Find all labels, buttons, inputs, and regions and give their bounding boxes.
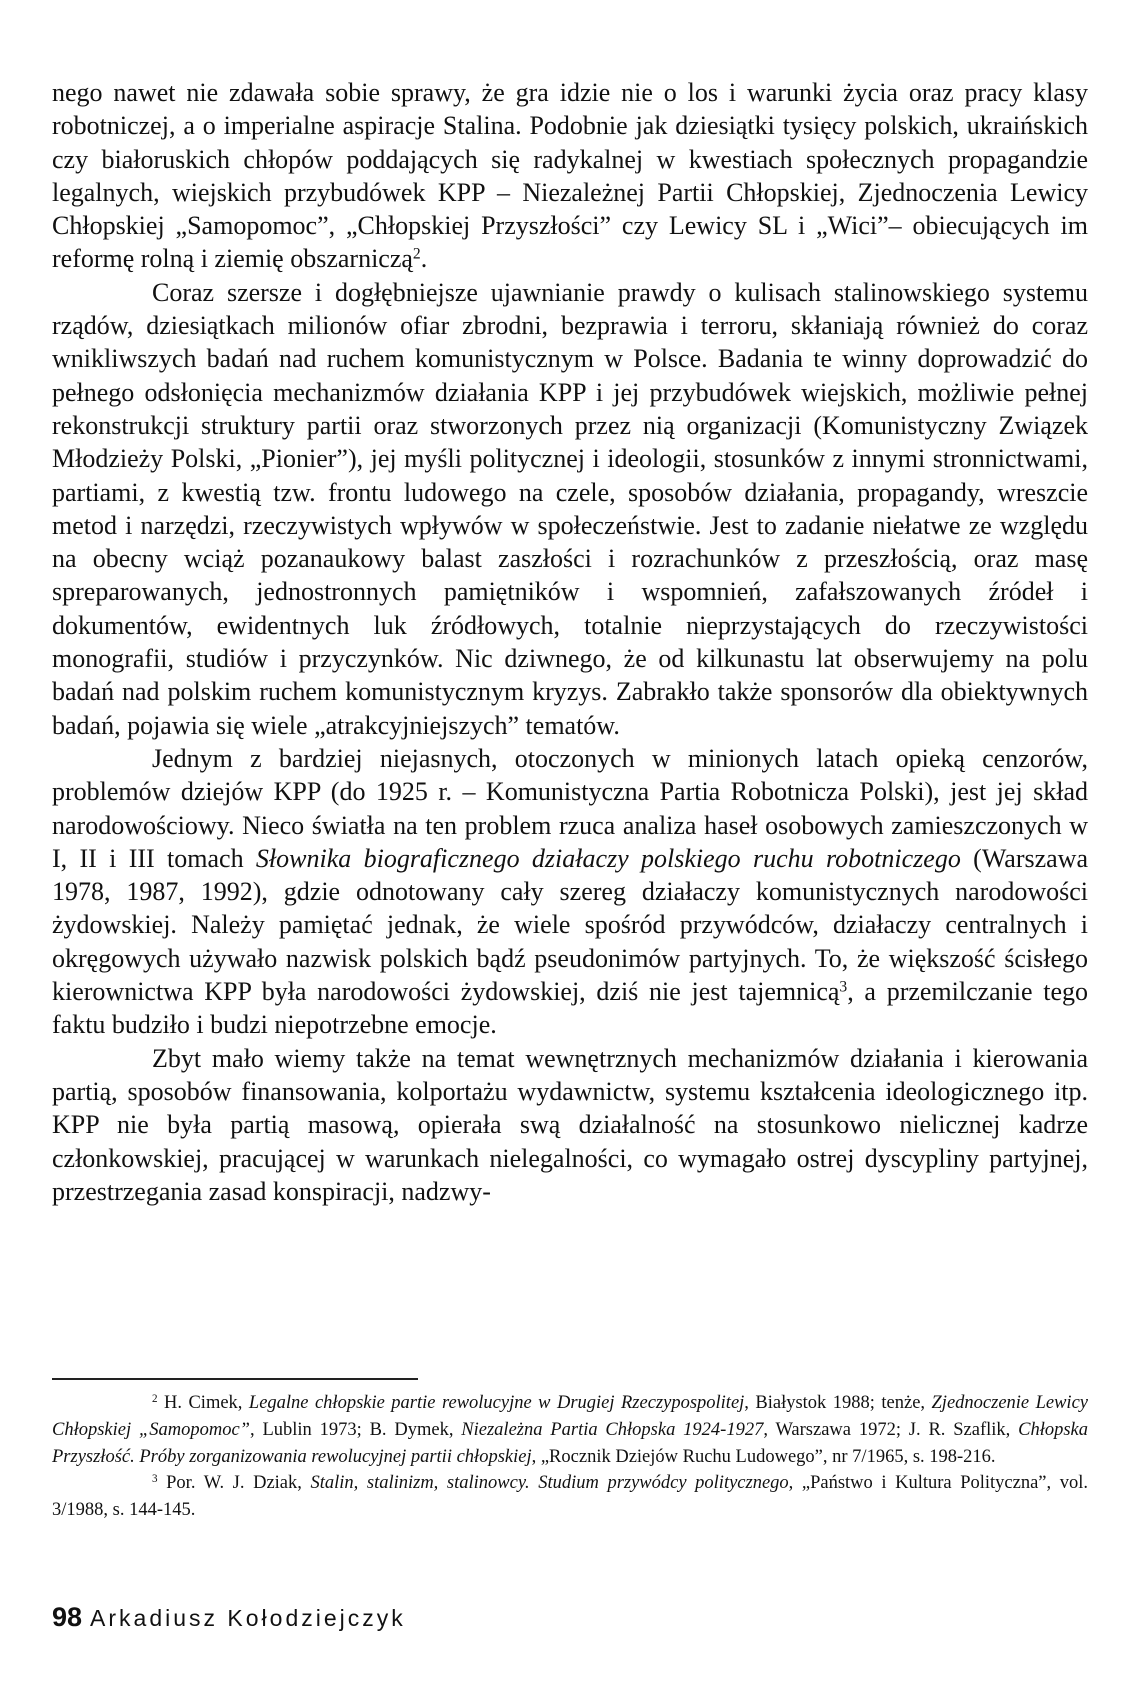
page-number: 98 — [52, 1602, 83, 1632]
paragraph-1-end: . — [420, 244, 428, 274]
paragraph-2: Coraz szersze i dogłębniejsze ujawnianie prawdy o kulisach stalinowskiego systemu rządów, dziesiątkach milionów ofiar zbrodni, bezprawia i terroru, skłaniają również do coraz wnikliwszych badań nad ruchem komunistycznym w Polsce. Badania te winny doprowadzić do pełnego odsłonięcia mechanizmów działania KPP i jej przybudówek wiejskich, możliwie pełnej rekonstrukcji struktury partii oraz stworzonych przez nią organizacji (Komunistyczny Związek Młodzieży Polski, „Pionier”), jej myśli politycznej i ideologii, stosunków z innymi stronnictwami, partiami, z kwestią tzw. frontu ludowego na czele, sposobów działania, propagandy, wreszcie metod i narzędzi, rzeczywistych wpływów w społeczeństwie. Jest to zadanie niełatwe ze względu na obecny wciąż pozanaukowy balast zaszłości i rozrachunków z przeszłością, oraz masę spreparowanych, jednostronnych pamiętników i wspomnień, zafałszowanych źródeł i dokumentów, ewidentnych luk źródłowych, totalnie nieprzystających do rzeczywistości monografii, studiów i przyczynków. Nic dziwnego, że od kilkunastu lat obserwujemy na polu badań nad polskim ruchem komunistycznym kryzys. Zabrakło także sponsorów dla obiektywnych badań, pojawia się wiele „atrakcyjniejszych” tematów. — [52, 277, 1088, 740]
footnote-2 — [52, 1390, 1088, 1470]
paragraph-3-text-a: Jednym z bardziej niejasnych, otoczonych w minionych latach opieką cenzorów, problemów dziejów KPP (do 1925 r. – Komunistyczna Partia Robotnicza Polski), jest jej skład narodowościowy. Nieco światła na ten problem rzuca analiza haseł osobowych zamieszczonych w I, II i III tomach — [52, 743, 1088, 873]
page-footer — [52, 1603, 406, 1632]
paragraph-1-text: nego nawet nie zdawała sobie sprawy, że gra idzie nie o los i warunki życia oraz pracy klasy robotniczej, a o imperialne aspiracje Stalina. Podobnie jak dziesiątki tysięcy polskich, ukraińskich czy białoruskich chłopów poddających się radykalnej w kwestiach społecznych propagandzie legalnych, wiejskich przybudówek KPP – Niezależnej Partii Chłopskiej, Zjednoczenia Lewicy Chłopskiej „Samopomoc”, „Chłopskiej Przyszłości” czy Lewicy SL i „Wici”– obiecujących im reformę rolną i ziemię obszarniczą — [52, 78, 1088, 274]
footnote-2-text: , Lublin 1973; B. Dymek, — [249, 1419, 462, 1440]
author-name: Arkadiusz Kołodziejczyk — [90, 1605, 406, 1631]
footnotes — [52, 1390, 1088, 1524]
footnote-2-title-4: Chłopska Przyszłość. Próby zorganizowania rewolucyjnej partii chłopskiej — [52, 1419, 1089, 1467]
footnote-2-title-2: Zjednoczenie Lewicy Chłopskiej „Samopomoc” — [52, 1393, 1088, 1440]
footnote-2-title-3: Niezależna Partia Chłopska 1924-1927 — [461, 1419, 764, 1440]
footnote-2-number: 2 — [152, 1392, 158, 1405]
paragraph-4: Zbyt mało wiemy także na temat wewnętrznych mechanizmów działania i kierowania partią, sposobów finansowania, kolportażu wydawnictw, systemu kształcenia ideologicznego itp. KPP nie była partią masową, opierała swą działalność na stosunkowo nielicznej kadrze członkowskiej, pracującej w warunkach nielegalności, co wymagało ostrej dyscypliny partyjnej, przestrzegania zasad konspiracji, nadzwy- — [52, 1043, 1088, 1206]
footnote-3 — [52, 1470, 1088, 1524]
footnote-2-text: H. Cimek, — [157, 1393, 249, 1413]
footnote-3-title: Stalin, stalinizm, stalinowcy. Studium przywódcy politycznego — [310, 1473, 789, 1494]
footnote-2-title-1: Legalne chłopskie partie rewolucyjne w Drugiej Rzeczypospolitej — [248, 1393, 745, 1413]
paragraph-3-text-b: (Warszawa 1978, 1987, 1992), gdzie odnotowany cały szereg działaczy komunistycznych narodowości żydowskiej. Należy pamiętać jednak, że wiele spośród przywódców, działaczy centralnych i okręgowych używało nazwisk polskich bądź pseudonimów partyjnych. To, że większość ścisłego kierownictwa KPP była narodowości żydowskiej, dziś nie jest tajemnicą — [52, 843, 1088, 1007]
footnote-3-text: Por. W. J. Dziak, — [157, 1473, 311, 1494]
footnote-2-text: , „Rocznik Dziejów Ruchu Ludowego”, nr 7/1965, s. 198-216. — [531, 1446, 996, 1467]
footnote-2-text: , Warszawa 1972; J. R. Szaflik, — [763, 1419, 1019, 1440]
footnote-3-number: 3 — [152, 1473, 158, 1486]
footnote-2-text: , Białystok 1988; tenże, — [744, 1393, 932, 1413]
footnote-ref-3: 3 — [839, 978, 848, 996]
footnote-3-text: , „Państwo i Kultura Polityczna”, vol. 3/1988, s. 144-145. — [52, 1473, 1088, 1521]
paragraph-3-text-c: , a przemilczanie tego faktu budziło i budzi niepotrzebne emocje. — [52, 977, 1088, 1040]
footnote-divider — [52, 1378, 418, 1380]
book-title: Słownika biograficznego działaczy polskiego ruchu robotniczego — [255, 843, 961, 873]
main-text — [52, 76, 1088, 1208]
paragraph-1 — [52, 76, 1088, 276]
paragraph-3 — [52, 742, 1088, 1042]
footnote-ref-2: 2 — [412, 245, 421, 263]
